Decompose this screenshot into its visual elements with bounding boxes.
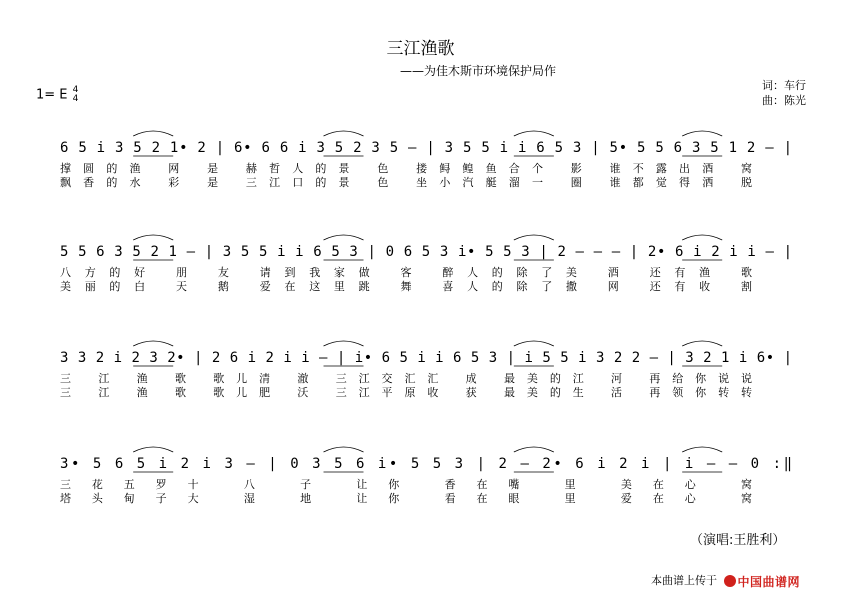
slur-mark xyxy=(133,131,173,136)
lyrics-line: 三花五罗十 八 子 让你 香在嘴 里 美在心 窝 xyxy=(60,478,752,491)
slur-mark xyxy=(682,235,722,240)
notation-line: 3• 5 6 5 i 2 i 3 – | 0 3 5 6 i• 5 5 3 | 2 – 2• 6 i 2 i | i – – 0 :‖ xyxy=(60,456,793,472)
lyrics-line: 美丽的白 天 鹅 爱在这里跳 舞 喜人的除了撒 网 还有收 割 xyxy=(60,280,753,293)
lyrics-line: 三 江 渔 歌 歌儿清 澈 三江交汇汇 成 最美的江 河 再给你说说 xyxy=(60,372,752,385)
footer xyxy=(651,572,800,590)
song-subtitle: ——为佳木斯市环境保护局作 xyxy=(400,64,557,78)
composer-credit: 曲：陈光 xyxy=(762,94,806,107)
site-logo xyxy=(724,573,801,590)
slur-mark xyxy=(514,235,554,240)
slur-mark xyxy=(514,131,554,136)
logo-text: 中国曲谱网 xyxy=(737,574,801,589)
slur-mark xyxy=(514,447,554,452)
slur-mark xyxy=(514,341,554,346)
lyrics-line: 撑圆的渔 网 是 赫哲人的景 色 搂鲟鳇鱼合个 影 谁不露出酒 窝 xyxy=(60,162,752,175)
slur-mark xyxy=(133,447,173,452)
lyrics-line: 塔头甸子大 湿 地 让你 看在眼 里 爱在心 窝 xyxy=(60,492,752,505)
singer-credit: （演唱:王胜利） xyxy=(690,533,786,548)
key-label: 1= E xyxy=(36,87,68,103)
time-signature-bottom: 4 xyxy=(72,94,79,104)
logo-mark-icon xyxy=(724,575,736,587)
slur-mark xyxy=(133,341,173,346)
notation-line: 6 5 i 3 5 2 1• 2 | 6• 6 6 i 3 5 2 3 5 – | 3 5 5 i i 6 5 3 | 5• 5 5 6 3 5 1 2 – | xyxy=(60,140,792,156)
footer-text: 本曲谱上传于 xyxy=(651,574,717,587)
slur-mark xyxy=(682,341,722,346)
slur-mark xyxy=(133,235,173,240)
lyrics-line: 三 江 渔 歌 歌儿肥 沃 三江平原收 获 最美的生 活 再领你转转 xyxy=(60,386,752,399)
slur-mark xyxy=(324,341,364,346)
time-signature-top: 4 xyxy=(72,85,79,95)
lyricist-credit: 词：车行 xyxy=(762,79,806,92)
slur-mark xyxy=(682,447,722,452)
slur-mark xyxy=(324,131,364,136)
notation-line: 5 5 6 3 5 2 1 – | 3 5 5 i i 6 5 3 | 0 6 5 3 i• 5 5 3 | 2 – – – | 2• 6 i 2 i i – | xyxy=(60,244,792,260)
slur-mark xyxy=(324,447,364,452)
lyrics-line: 飘香的水 彩 是 三江口的景 色 坐小汽艇溜一 圈 谁都觉得洒 脱 xyxy=(60,176,752,189)
lyrics-line: 八方的好 朋 友 请到我家做 客 醉人的除了美 酒 还有渔 歌 xyxy=(60,266,753,279)
slur-mark xyxy=(682,131,722,136)
slur-mark xyxy=(324,235,364,240)
song-title: 三江渔歌 xyxy=(386,39,455,59)
notation-line: 3 3 2 i 2 3 2• | 2 6 i 2 i i – | i• 6 5 i i 6 5 3 | i 5 5 i 3 2 2 – | 3 2 1 i 6• | xyxy=(60,350,792,366)
